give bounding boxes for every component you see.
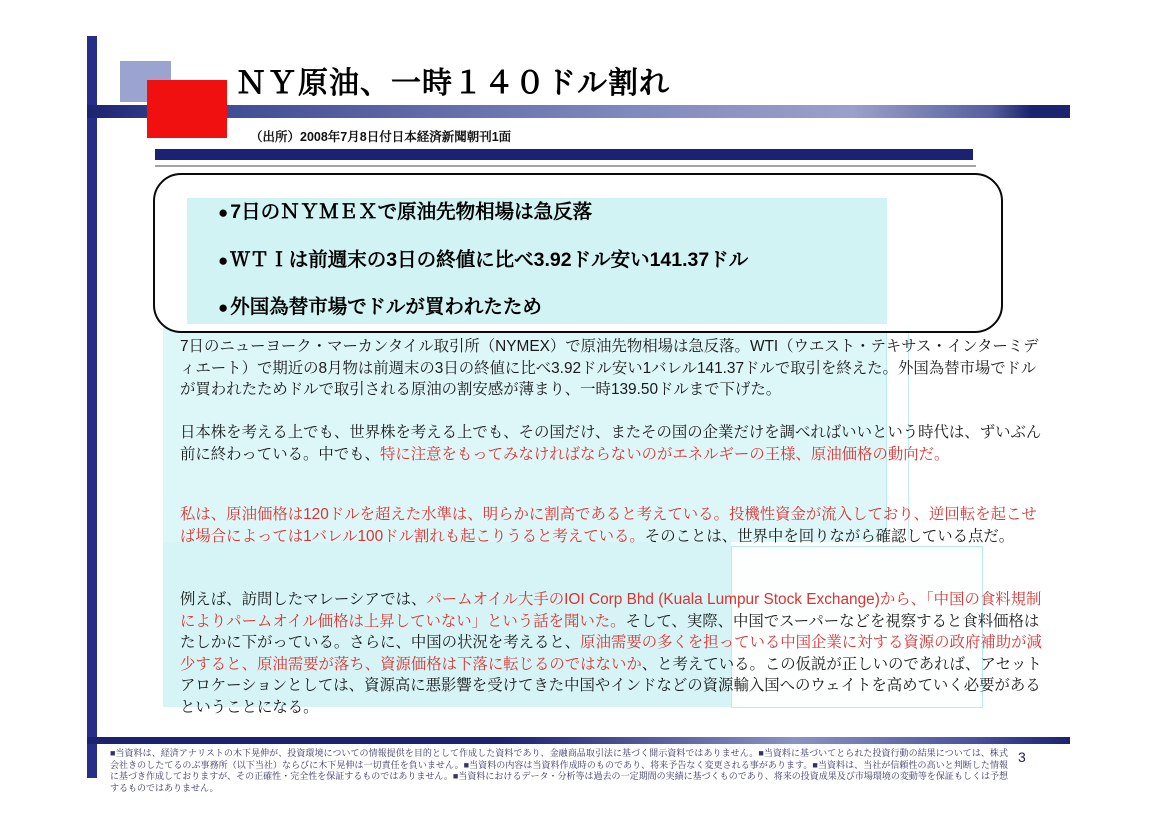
summary-bullet-text: ＷＴＩは前週末の3日の終値に比べ3.92ドル安い141.37ドル (230, 248, 749, 271)
paragraph-segment: そのことは、世界中を回りながら確認している点だ。 (644, 527, 1015, 545)
paragraph-segment: 日本株を考える上でも、世界株を考える上でも、その国だけ、またその国の企業だけを調べればいいという時代は、ずいぶん前に終わっている。中でも、 (180, 424, 1042, 463)
body-paragraph-4 (180, 589, 1046, 718)
slide-title: ＮＹ原油、一時１４０ドル割れ (236, 67, 670, 100)
top-gradient-bar (87, 105, 1070, 118)
body-paragraph-2 (180, 422, 1046, 465)
summary-box (153, 173, 1003, 333)
paragraph-segment: 、と考えている。この仮説が正しいのであれば、アセットアロケーションとしては、資源高に悪影響を受けてきた中国やインドなどの資源輸入国へのウェイトを高めていく必要があるということになる。 (180, 655, 1042, 716)
body-paragraph-1 (180, 336, 1046, 401)
paragraph-segment: そして、実際、中国でスーパーなどを視察すると食料価格はたしかに下がっている。さらに、中国の状況を考えると、 (180, 612, 1040, 651)
summary-bullet (218, 284, 993, 332)
page-number: 3 (1018, 749, 1026, 765)
summary-bullet-text: 7日のＮＹＭＥＸで原油先物相場は急反落 (230, 201, 593, 223)
paragraph-segment-highlight: 原油需要の多くを担っている中国企業に対する資源の政府補助が減少すると、原油需要が落ち、資源価格は下落に転じるのではないか (180, 634, 1042, 673)
bullet-icon: ● (218, 250, 229, 270)
bullet-icon: ● (218, 298, 229, 317)
summary-bullet (218, 237, 993, 285)
paragraph-segment: 7日のニューヨーク・マーカンタイル取引所（NYMEX）で原油先物相場は急反落。WTI（ウエスト・テキサス・インターミディエート）で期近の8月物は前週末の3日の終値に比べ3.92ドル安い1バレル141.37ドルで取引を終えた。外国為替市場でドルが買われたためドルで取引される原油の割安感が薄まり、一時139.50ドルまで下げた。 (180, 338, 1039, 398)
paragraph-segment-highlight: パームオイル大手のIOI Corp Bhd (Kuala Lumpur Stock Exchange)から、「中国の食料規制によりパームオイル価格は上昇していない」という話を聞いた。 (180, 591, 1042, 630)
source-caption: （出所）2008年7月8日付日本経済新聞朝刊1面 (250, 130, 512, 144)
body-paragraph-3 (180, 504, 1046, 547)
paragraph-segment-highlight: 特に注意をもってみなければならないのがエネルギーの王様、原油価格の動向だ。 (379, 445, 950, 463)
left-accent-bar (87, 36, 97, 778)
footer-disclaimer: ■当資料は、経済アナリストの木下晃伸が、投資環境についての情報提供を目的として作成した資料であり、金融商品取引法に基づく開示資料ではありません。■当資料に基づいてとられた投資行動の結果については、株式会社きのしたてるのぶ事務所（以下当社）ならびに木下晃伸は一切責任を負いません。■当資料の内容は当資料作成時のものであり、将来予告なく変更される事があります。■当資料は、当社が信頼性の高いと判断した情報に基づき作成しておりますが、その正確性・完全性を保証するものではありません。■当資料におけるデータ・分析等は過去の一定期間の実績に基づくものであり、将来の投資成果及び市場環境の変動等を保証もしくは予想するものではありません。 (110, 748, 1008, 793)
summary-bullet-list (218, 189, 993, 332)
summary-bullet (218, 189, 993, 237)
paragraph-segment: 例えば、訪問したマレーシアでは、 (180, 591, 427, 608)
header-underline-bar (155, 149, 973, 160)
paragraph-segment-highlight: 私は、原油価格は120ドルを超えた水準は、明らかに割高であると考えている。投機性資金が流入しており、逆回転を起こせば場合によっては1バレル100ドル割れも起こりうると考えている。 (180, 506, 1037, 545)
red-square-decoration (147, 80, 227, 138)
bottom-gradient-bar (87, 737, 1070, 744)
header-thin-line (155, 165, 976, 167)
bullet-icon: ● (218, 203, 229, 222)
summary-bullet-text: 外国為替市場でドルが買われたため (230, 296, 542, 318)
